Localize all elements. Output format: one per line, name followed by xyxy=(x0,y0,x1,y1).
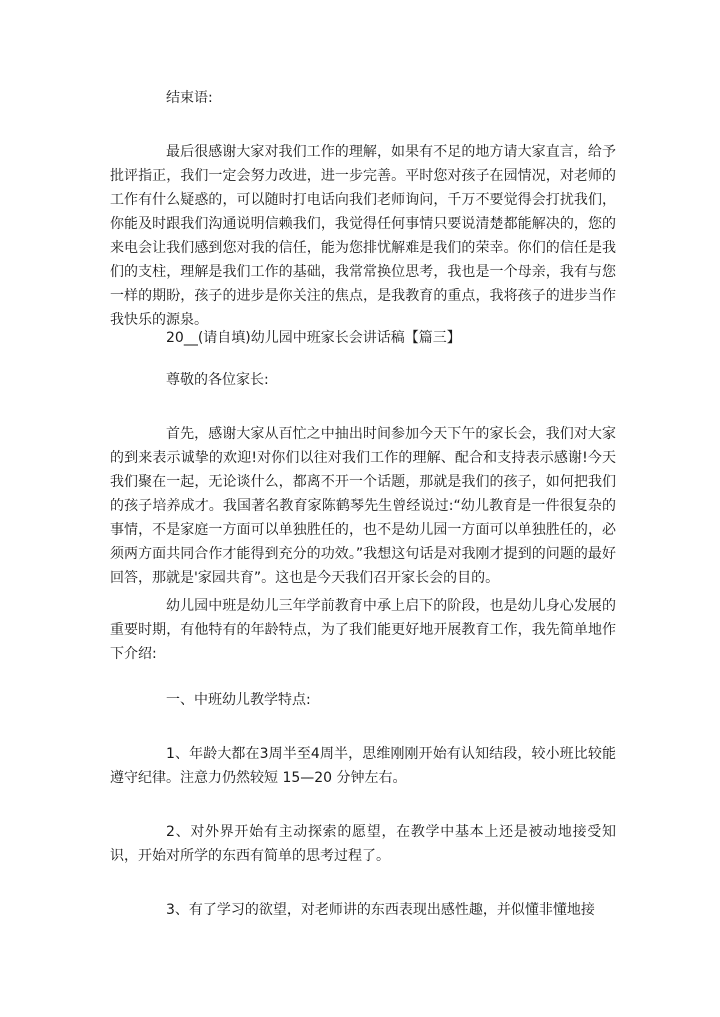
subheading-teaching-features: 一、中班幼儿教学特点: xyxy=(166,692,311,708)
section-title: 20__(请自填)幼儿园中班家长会讲话稿【篇三】 xyxy=(166,330,461,346)
overview-paragraph: 幼儿园中班是幼儿三年学前教育中承上启下的阶段，也是幼儿身心发展的重要时期，有他特有的年龄特点，为了我们能更好地开展教育工作，我先简单地作下介绍: xyxy=(110,598,616,662)
intro-paragraph: 首先，感谢大家从百忙之中抽出时间参加今天下午的家长会，我们对大家的到来表示诚挚的欢迎!对你们以往对我们工作的理解、配合和支持表示感谢!今天我们聚在一起，无论谈什么，都离不开一个话题，那就是我们的孩子，如何把我们的孩子培养成才。我国著名教育家陈鹤琴先生曾经说过:“幼儿教育是一件很复杂的事情，不是家庭一方面可以单独胜任的，也不是幼儿园一方面可以单独胜任的，必须两方面共同合作才能得到充分的功效。”我想这句话是对我刚才提到的问题的最好回答，那就是'家园共育”。这也是今天我们召开家长会的目的。 xyxy=(110,426,616,586)
closing-heading: 结束语: xyxy=(166,90,213,106)
greeting: 尊敬的各位家长: xyxy=(166,372,269,388)
closing-paragraph: 最后很感谢大家对我们工作的理解，如果有不足的地方请大家直言，给予批评指正，我们一定会努力改进，进一步完善。平时您对孩子在园情况，对老师的工作有什么疑惑的，可以随时打电话向我们老师询问，千万不要觉得会打扰我们，你能及时跟我们沟通说明信赖我们，我觉得任何事情只要说清楚都能解决的，您的来电会让我们感到您对我的信任，能为您排忧解难是我们的荣幸。你们的信任是我们的支柱，理解是我们工作的基础，我常常换位思考，我也是一个母亲，我有与您一样的期盼，孩子的进步是你关注的焦点，是我教育的重点，我将孩子的进步当作我快乐的源泉。 xyxy=(110,144,616,328)
point-1: 1、年龄大都在3周半至4周半，思维刚刚开始有认知结段，较小班比较能遵守纪律。注意力仍然较短 15—20 分钟左右。 xyxy=(110,746,616,786)
point-2: 2、对外界开始有主动探索的愿望，在教学中基本上还是被动地接受知识，开始对所学的东西有简单的思考过程了。 xyxy=(110,824,616,864)
point-3: 3、有了学习的欲望，对老师讲的东西表现出感性趣，并似懂非懂地接 xyxy=(166,902,595,918)
